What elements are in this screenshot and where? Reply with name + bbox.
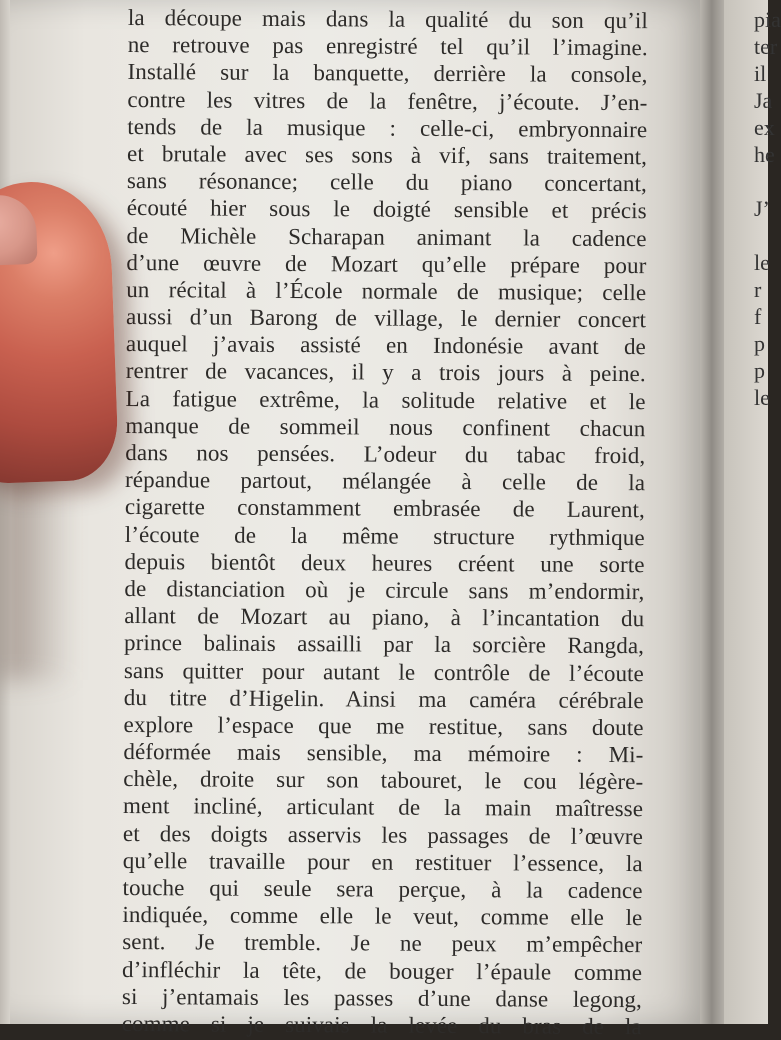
text-line: contre les vitres de la fenêtre, j’écoute. J’en- xyxy=(127,86,648,115)
text-line: écouté hier sous le doigté sensible et précis xyxy=(126,195,647,224)
right-fragment: J’ xyxy=(754,196,770,221)
text-line: cigarette constamment embrasée de Laurent, xyxy=(124,494,645,523)
right-fragment: p xyxy=(754,331,765,356)
text-line: touche qui seule sera perçue, à la cadence xyxy=(122,874,643,904)
right-fragment: ex xyxy=(754,115,775,140)
text-line: sent. Je tremble. Je ne peux m’empêcher xyxy=(122,929,643,958)
text-line: tends de la musique : celle-ci, embryonnaire xyxy=(127,113,648,142)
text-line: rentrer de vacances, il y a trois jours à peine. xyxy=(125,358,646,387)
text-line: prince balinais assailli par la sorcière Rangda, xyxy=(124,630,645,659)
right-fragment: r xyxy=(754,277,762,302)
text-line: comme si je suivais la levée du bras de la xyxy=(121,1010,642,1040)
right-spacing xyxy=(754,222,781,249)
text-line: auquel j’avais assisté en Indonésie avant de xyxy=(125,331,646,360)
text-line: d’une œuvre de Mozart qu’elle prépare pour xyxy=(126,249,647,278)
text-line: depuis bientôt deux heures créent une sorte xyxy=(124,548,645,577)
text-line: déformée mais sensible, ma mémoire : Mi- xyxy=(123,739,644,768)
text-line: répandue partout, mélangée à celle de la xyxy=(125,467,646,496)
text-line: sans quitter pour autant le contrôle de l’écoute xyxy=(123,657,644,686)
thumbnail-highlight xyxy=(0,194,38,267)
text-line: allant de Mozart au piano, à l’incantation du xyxy=(124,603,645,632)
right-fragment: le xyxy=(754,250,770,275)
right-fragment: p xyxy=(754,358,765,383)
right-fragment: pia xyxy=(754,7,781,32)
text-line: explore l’espace que me restitue, sans doute xyxy=(123,711,644,741)
text-line: de distanciation où je circule sans m’endormir, xyxy=(124,575,645,605)
text-line: l’écoute de la même structure rythmique xyxy=(124,521,645,550)
right-spacing xyxy=(754,168,781,195)
text-line: si j’entamais les passes d’une danse legong, xyxy=(121,983,643,1012)
left-page-text xyxy=(122,4,648,1040)
right-fragment: il xyxy=(754,61,767,86)
right-fragment: he xyxy=(754,142,775,167)
text-line: qu’elle travaille pour en restituer l’essence, la xyxy=(122,847,643,876)
text-line: de Michèle Scharapan animant la cadence xyxy=(126,222,647,251)
text-line: un récital à l’École normale de musique; celle xyxy=(126,276,647,306)
right-fragment: le xyxy=(754,385,770,410)
right-fragment: Ja xyxy=(754,88,773,113)
right-page-fragments xyxy=(754,6,781,411)
text-line: ment incliné, articulant de la main maîtresse xyxy=(123,793,644,822)
text-line: du titre d’Higelin. Ainsi ma caméra cérébrale xyxy=(123,684,644,713)
text-line: La fatigue extrême, la solitude relative et le xyxy=(125,385,646,414)
right-fragment: f xyxy=(754,304,762,329)
text-line: aussi d’un Barong de village, le dernier concert xyxy=(126,304,647,333)
text-line: dans nos pensées. L’odeur du tabac froid, xyxy=(125,439,646,469)
text-line: indiquée, comme elle le veut, comme elle le xyxy=(122,902,643,931)
text-line: d’infléchir la tête, de bouger l’épaule comme xyxy=(122,956,643,985)
text-line: Installé sur la banquette, derrière la console, xyxy=(127,59,648,88)
text-line: sans résonance; celle du piano concertant, xyxy=(126,168,647,197)
text-line: et brutale avec ses sons à vif, sans traitement, xyxy=(127,140,648,170)
text-line: et des doigts asservis les passages de l’œuvre xyxy=(122,820,644,849)
right-fragment: ter xyxy=(754,34,778,59)
text-line: manque de sommeil nous confinent chacun xyxy=(125,412,646,441)
text-line: la découpe mais dans la qualité du son qu’il xyxy=(127,4,648,34)
text-line: chèle, droite sur son tabouret, le cou légère- xyxy=(123,766,644,795)
text-line: ne retrouve pas enregistré tel qu’il l’imagine. xyxy=(127,32,648,61)
book-gutter xyxy=(700,0,726,1024)
